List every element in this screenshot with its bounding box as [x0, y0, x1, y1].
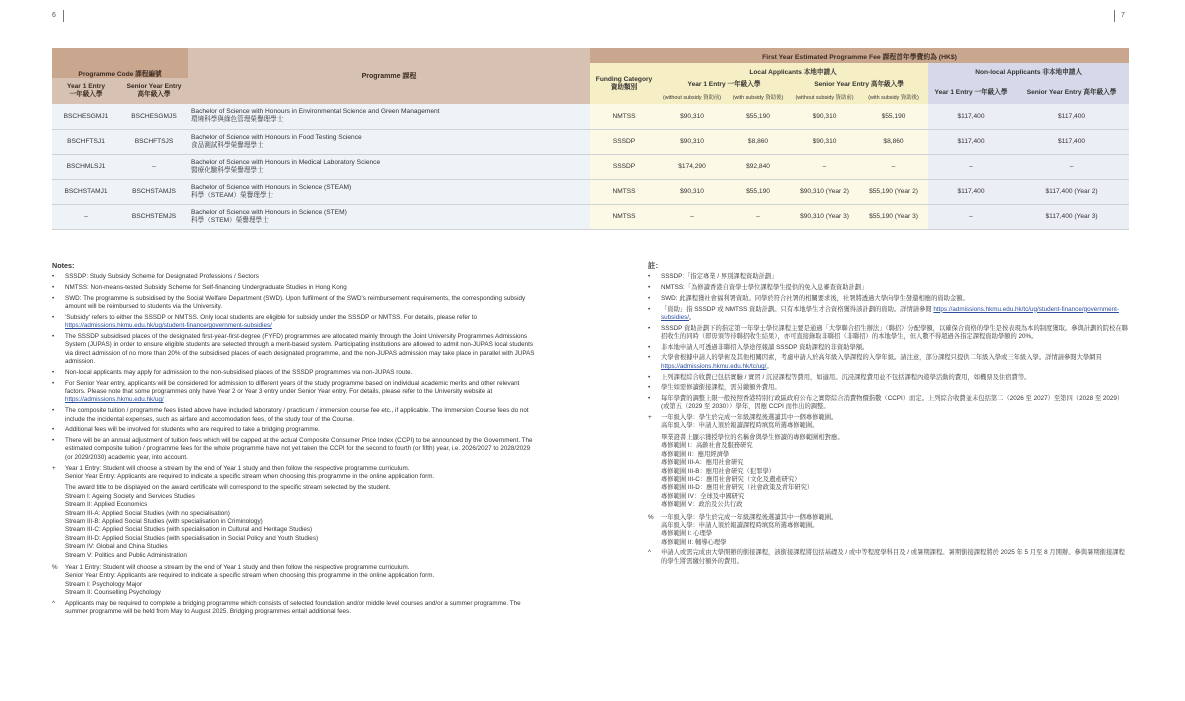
- note-item: • SSSDP: Study Subsidy Scheme for Designated Professions / Sectors: [52, 273, 259, 281]
- note-item: • 大學會根據申請人的學術及其他相關因素，考慮申請人於高年級入學課程的入學年級。請注意，部分課程只提供二年級入學或三年級入學。詳情請參閱大學網頁 https://admissions.hkmu.edu.hk/tc/ug/。: [648, 354, 1102, 370]
- cell-y1-without: $90,310: [658, 104, 726, 129]
- cell-nonlocal-y1: $117,400: [928, 129, 1014, 154]
- cell-programme: [188, 179, 590, 204]
- note-plus: + Year 1 Entry: Student will choose a stream by the end of Year 1 study and then follow the respective programme curriculum. Senior Year Entry: Applicants are required to indicate a specific stream when choosing this programme in the online application form. The award title to be displayed on the award certificate will correspond to the specific stream selected by the student. Stream I: Ageing Society and Services Studies Stream II: Applied Economics Stream III-A: Applied Social Studies (with no specialisation) Stream III-B: Applied Social Studies (with specialisation in Criminology) Stream III-C: Applied Social Studies (with specialisation in Cultural and Heritage Studies) Stream III-D: Applied Social Studies (with specialisation in Social Policy and Youth Studies) Stream IV: Global and China Studies Stream V: Politics and Public Administration: [52, 464, 435, 559]
- cell-sy-code: BSCHSTAMJS: [120, 179, 188, 204]
- note-item: • SWD: The programme is subsidised by the Social Welfare Department (SWD). Upon fulfilment of the SWD's reimbursement requirements, the corresponding subsidy amount will be reimbursed to students via the University.: [52, 294, 526, 311]
- page-number-right: 7: [1121, 12, 1125, 19]
- header-sy-code-en: Senior Year Entry: [126, 83, 182, 90]
- header-sy-code-zh: 高年級入學: [137, 91, 171, 98]
- bullet-icon: •: [648, 294, 651, 302]
- percent-marker: %: [52, 563, 58, 571]
- header-sy-code: [120, 78, 188, 104]
- table-row: [52, 154, 1129, 179]
- cell-nonlocal-y1: –: [928, 154, 1014, 179]
- programme-name-zh: 科學（STEM）榮譽理學士: [191, 216, 269, 224]
- cell-sy-without: $90,310 (Year 2): [790, 179, 859, 204]
- cell-sy-with: $55,190 (Year 3): [859, 204, 928, 229]
- cell-sy-code: BSCHSTEMJS: [120, 204, 188, 229]
- notes-title: Notes:: [52, 261, 75, 270]
- note-item: • 「資助」指 SSSDP 或 NMTSS 資助計劃。只有本地學生才合資格獲得該計劃的資助。詳情請參閱 https://admissions.hkmu.edu.hk/tc/ug/student-finance/government-subsidies/。: [648, 305, 1119, 321]
- programme-name-en: Bachelor of Science with Honours in Food Testing Science: [191, 133, 362, 141]
- cell-sy-with: $55,190: [859, 104, 928, 129]
- header-y1-with-subsidy: (with subsidy 資助後): [726, 92, 790, 104]
- header-first-year-fee: First Year Estimated Programme Fee 課程首年學費約為 (HK$): [590, 48, 1129, 63]
- percent-marker: %: [648, 513, 654, 521]
- bullet-icon: •: [52, 273, 55, 281]
- cell-sy-code: BSCHESGMJS: [120, 104, 188, 129]
- header-funding-en: Funding Category: [595, 75, 653, 83]
- cell-y1-code: BSCHMLSJ1: [52, 154, 120, 179]
- table-row: [52, 129, 1129, 154]
- header-programme: Programme 課程: [188, 48, 590, 104]
- cell-y1-without: –: [658, 204, 726, 229]
- bullet-icon: •: [52, 426, 55, 434]
- cell-nonlocal-y1: $117,400: [928, 104, 1014, 129]
- bullet-icon: •: [52, 379, 55, 387]
- cell-sy-without: $90,310: [790, 129, 859, 154]
- bullet-icon: •: [52, 284, 55, 292]
- bullet-icon: •: [648, 284, 651, 292]
- cell-y1-code: BSCHSTAMJ1: [52, 179, 120, 204]
- header-sy-with-subsidy: (with subsidy 資助後): [859, 92, 928, 104]
- note-item: • Non-local applicants may apply for admission to the non-subsidised places of the SSSDP programmes via non-JUPAS route.: [52, 368, 413, 376]
- programme-name-en: Bachelor of Science with Honours in Medical Laboratory Science: [191, 158, 381, 166]
- table-row: [52, 204, 1129, 229]
- note-item: • There will be an annual adjustment of tuition fees which will be capped at the actual Composite Consumer Price Index (CCPI) to be announced by the Government. The estimated composite tuition / programme fees for the whole programme have not yet taken the CCPI for the second to fourth (or fifth) year, i.e. 2026/2027 to 2028/2029 (or 2029/2030) academic year, into account.: [52, 436, 533, 461]
- cell-funding: NMTSS: [590, 179, 658, 204]
- note-item: • The SSSDP subsidised places of the designated first-year-first-degree (FYFD) programmes are allocated mainly through the Joint University Programmes Admissions System (JUPAS) in order to ensure eligible students are selected through a merit-based system. Participating institutions are allowed to admit non-JUPAS local students via direct admission of no more than 20% of the subsidised places of each designated programme, and the non-JUPAS admission may take place in parallel with JUPAS admission.: [52, 333, 535, 366]
- cell-funding: SSSDP: [590, 154, 658, 179]
- programme-name-zh: 環境科學與綠色管理榮譽理學士: [191, 116, 284, 124]
- cell-nonlocal-sy: $117,400 (Year 2): [1014, 179, 1129, 204]
- bullet-icon: •: [648, 343, 651, 351]
- header-y1-code-en: Year 1 Entry: [66, 83, 106, 90]
- cell-y1-without: $90,310: [658, 179, 726, 204]
- programme-name-en: Bachelor of Science with Honours in Science (STEAM): [191, 183, 352, 191]
- header-y1-code-zh: 一年級入學: [69, 91, 103, 98]
- header-y1-without-subsidy: (without subsidy 資助前): [658, 92, 726, 104]
- note-item: • 'Subsidy' refers to either the SSSDP or NMTSS. Only local students are eligible for subsidy under the SSSDP or NMTSS. For details, please refer to https://admissions.hkmu.edu.hk/ug/student-finance/government-subsidies/: [52, 313, 478, 330]
- bullet-icon: •: [52, 333, 55, 341]
- cell-funding: NMTSS: [590, 204, 658, 229]
- note-item: • NMTSS:「為修讀香港自資學士學位課程學生提供的免入息審查資助計劃」: [648, 284, 868, 292]
- bullet-icon: •: [52, 313, 55, 321]
- cell-y1-code: –: [52, 204, 120, 229]
- note-item: • SSSDP:「指定專業 / 界別課程資助計劃」: [648, 273, 778, 281]
- cell-funding: SSSDP: [590, 129, 658, 154]
- cell-nonlocal-sy: –: [1014, 154, 1129, 179]
- fee-table: [52, 48, 1129, 230]
- note-item: • SSSDP 資助計劃下的指定第一年學士學位課程主要是通過「大學聯合招生辦法」（聯招）分配學額，以確保合資格的學生是按表現為本的制度獲取。參與計劃的院校在聯招收生的同時（即毋須等待聯招收生結果），亦可直接錄取非聯招（非聯招）的本地學生，但人數不得超過各指定課程資助學額的 20%。: [648, 324, 1128, 341]
- plus-marker: +: [52, 464, 56, 472]
- notes-english: [52, 262, 536, 619]
- header-funding-zh: 資助類別: [610, 83, 638, 91]
- notes-chinese: [648, 262, 1130, 569]
- caret-marker: ^: [52, 599, 55, 607]
- cell-y1-with: $92,840: [726, 154, 790, 179]
- note-item: • NMTSS: Non-means-tested Subsidy Scheme for Self-financing Undergraduate Studies in Hong Kong: [52, 284, 347, 292]
- notes-title-zh: 註：: [648, 261, 663, 270]
- table-row: [52, 104, 1129, 129]
- note-plus-zh: + 一年級入學：學生於完成一年級課程後選讀其中一個專修範圍。 高年級入學：申請人須於報讀課程時填寫所選專修範圍。 畢業證書上顯示獲授學位的名稱會與學生修讀的專修範圍相對應。 專修範圍 I：高齡社會及服務研究 專修範圍 II：應用經濟學 專修範圍 III-A：應用社會研究 專修範圍 III-B：應用社會研究（犯罪學） 專修範圍 III-C：應用社會研究（文化及遺產研究） 專修範圍 III-D：應用社會研究（社會政策及青年研究） 專修範圍 IV：全球及中國研究 專修範圍 V：政治及公共行政: [648, 414, 844, 509]
- programme-name-en: Bachelor of Science with Honours in Science (STEM): [191, 208, 347, 216]
- admissions-link-zh[interactable]: https://admissions.hkmu.edu.hk/tc/ug/: [661, 362, 767, 370]
- cell-y1-with: $8,860: [726, 129, 790, 154]
- page-number-left: 6: [52, 12, 56, 19]
- bullet-icon: •: [648, 394, 651, 402]
- header-funding: [590, 63, 658, 104]
- note-item: • SWD: 此課程獲社會福利署資助。同學於符合社署的相關要求後，社署將透過大學向學生發還相應的資助金額。: [648, 294, 969, 302]
- cell-programme: [188, 104, 590, 129]
- header-programme-code: Programme Code 課程編號: [52, 48, 188, 78]
- cell-y1-with: –: [726, 204, 790, 229]
- note-caret: ^ Applicants may be required to complete a bridging programme which consists of selected foundation and/or middle level courses and/or a summer programme. The summer programme will be held from May to August 2025. Bridging programmes entail additional fees.: [52, 599, 521, 616]
- note-percent: % Year 1 Entry: Student will choose a stream by the end of Year 1 study and then follow the respective programme curriculum. Senior Year Entry: Applicants are required to indicate a specific stream when choosing this programme in the online application form. Stream I: Psychology Major Stream II: Counselling Psychology: [52, 563, 435, 597]
- note-item: • The composite tuition / programme fees listed above have included laboratory / practicum / immersion course fee etc., if applicable. The Immersion Course fees do not include the incidental expenses, such as airfare and accomodation fees, of the study tour of the Course.: [52, 407, 529, 423]
- note-caret-zh: ^ 申請人或需完成由大學開辦的銜接課程，該銜接課程將包括基礎及 / 或中等程度學科目及 / 或暑期課程。暑期銜接課程將於 2025 年 5 月至 8 月開辦。參與暑期銜接課程的學生將需繳付額外的費用。: [648, 549, 1125, 565]
- header-sy-without-subsidy: (without subsidy 資助前): [790, 92, 859, 104]
- caret-marker: ^: [648, 549, 651, 557]
- cell-nonlocal-sy: $117,400: [1014, 104, 1129, 129]
- bullet-icon: •: [648, 354, 651, 362]
- subsidy-link-zh[interactable]: https://admissions.hkmu.edu.hk/tc/ug/student-finance/government-subsidies/: [661, 305, 1119, 321]
- bullet-icon: •: [648, 324, 651, 332]
- bullet-icon: •: [52, 407, 55, 415]
- cell-sy-code: –: [120, 154, 188, 179]
- cell-nonlocal-y1: $117,400: [928, 179, 1014, 204]
- programme-name-en: Bachelor of Science with Honours in Environmental Science and Green Management: [191, 108, 440, 116]
- cell-sy-without: –: [790, 154, 859, 179]
- programme-name-zh: 醫療化驗科學榮譽理學士: [191, 166, 264, 174]
- header-local-sy: Senior Year Entry 高年級入學: [790, 78, 928, 92]
- programme-name-zh: 食品測試科學榮譽理學士: [191, 141, 264, 149]
- bullet-icon: •: [648, 384, 651, 392]
- cell-programme: [188, 154, 590, 179]
- bullet-icon: •: [648, 273, 651, 281]
- cell-sy-with: $55,190 (Year 2): [859, 179, 928, 204]
- note-item: • 每年學費的調整上限一般按照香港特別行政區政府公布之實際綜合消費物價指數（CCPI）而定。上列綜合收費並未包括第二（2026 至 2027）至第四（2028 至 2029）(或第五（2029 至 2030））學年，因應 CCPI 而作出的調整。: [648, 394, 1124, 411]
- programme-name-zh: 科學（STEAM）榮譽理學士: [191, 191, 274, 199]
- header-nonlocal-y1: Year 1 Entry 一年級入學: [928, 78, 1014, 104]
- bullet-icon: •: [52, 294, 55, 302]
- note-item: • Additional fees will be involved for students who are required to take a bridging programme.: [52, 426, 320, 434]
- cell-nonlocal-sy: $117,400: [1014, 129, 1129, 154]
- header-local-applicants: Local Applicants 本地申請人: [658, 63, 928, 78]
- header-nonlocal-sy: Senior Year Entry 高年級入學: [1014, 78, 1129, 104]
- note-item: • 非本地申請人可透過非聯招入學途徑報讀 SSSDP 資助課程的非資助學額。: [648, 343, 869, 351]
- note-item: • For Senior Year entry, applicants will be considered for admission to different years of the study programme based on individual academic merits and other relevant factors. Please note that some programmes only have Year 2 or Year 3 entry under Senior Year entry. For details, please refer to the University website at https://admissions.hkmu.edu.hk/ug/: [52, 379, 520, 404]
- cell-y1-without: $174,290: [658, 154, 726, 179]
- cell-sy-with: $8,860: [859, 129, 928, 154]
- cell-sy-code: BSCHFTSJS: [120, 129, 188, 154]
- header-local-y1: Year 1 Entry 一年級入學: [658, 78, 790, 92]
- subsidy-link[interactable]: https://admissions.hkmu.edu.hk/ug/student-finance/government-subsidies/: [65, 322, 272, 330]
- cell-nonlocal-sy: $117,400 (Year 3): [1014, 204, 1129, 229]
- cell-y1-code: BSCHESGMJ1: [52, 104, 120, 129]
- bullet-icon: •: [648, 305, 651, 313]
- bullet-icon: •: [52, 436, 55, 444]
- cell-funding: NMTSS: [590, 104, 658, 129]
- note-percent-zh: % 一年級入學：學生於完成一年級課程後選讀其中一個專修範圍。 高年級入學：申請人須於報讀課程時填寫所選專修範圍。 專修範圍 I: 心理學 專修範圍 II: 輔導心理學: [648, 513, 838, 546]
- cell-y1-without: $90,310: [658, 129, 726, 154]
- note-item: • 學生如需修讀銜接課程，需另繳額外費用。: [648, 384, 781, 392]
- cell-nonlocal-y1: –: [928, 204, 1014, 229]
- note-item: • 上列課程綜合收費已包括實驗 / 實習 / 沉浸課程等費用，如適用。沉浸課程費用並不包括課程內遊學活動的費用，如機票及住宿費等。: [648, 373, 1031, 381]
- admissions-link[interactable]: https://admissions.hkmu.edu.hk/ug/: [65, 396, 164, 404]
- cell-sy-without: $90,310: [790, 104, 859, 129]
- plus-marker: +: [648, 414, 652, 422]
- cell-sy-without: $90,310 (Year 3): [790, 204, 859, 229]
- cell-programme: [188, 204, 590, 229]
- header-y1-code: [52, 78, 120, 104]
- cell-programme: [188, 129, 590, 154]
- bullet-icon: •: [52, 368, 55, 376]
- cell-y1-code: BSCHFTSJ1: [52, 129, 120, 154]
- table-row: [52, 179, 1129, 204]
- header-nonlocal-applicants: Non-local Applicants 非本地申請人: [928, 63, 1129, 78]
- cell-y1-with: $55,190: [726, 179, 790, 204]
- cell-sy-with: –: [859, 154, 928, 179]
- bullet-icon: •: [648, 373, 651, 381]
- cell-y1-with: $55,190: [726, 104, 790, 129]
